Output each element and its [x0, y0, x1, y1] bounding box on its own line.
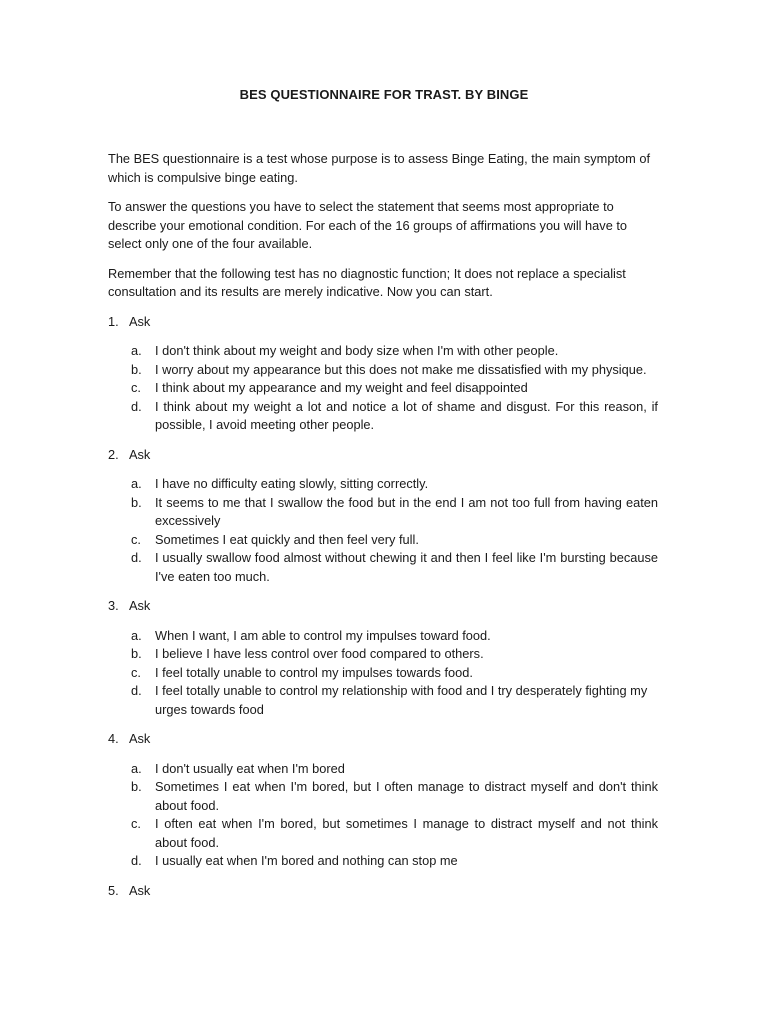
option-text: I often eat when I'm bored, but sometimes I manage to distract myself and not think about food. — [155, 816, 658, 850]
question — [108, 313, 658, 435]
option-text: Sometimes I eat when I'm bored, but I often manage to distract myself and don't think about food. — [155, 779, 658, 813]
option-item — [131, 494, 658, 531]
option-letter: d. — [131, 550, 142, 565]
question-heading — [108, 597, 658, 616]
question — [108, 730, 658, 871]
question-label: Ask — [129, 313, 151, 329]
option-letter: d. — [131, 853, 142, 868]
option-text: I believe I have less control over food compared to others. — [155, 646, 484, 661]
question-number: 4. — [108, 731, 119, 746]
option-text: I don't usually eat when I'm bored — [155, 760, 345, 776]
option-item — [131, 627, 658, 646]
option-text: I think about my appearance and my weight and feel disappointed — [155, 380, 528, 395]
option-letter: b. — [131, 646, 142, 661]
option-item — [131, 531, 658, 550]
option-item — [131, 475, 658, 494]
document-title: BES QUESTIONNAIRE FOR TRAST. BY BINGE — [239, 87, 529, 102]
question-label: Ask — [129, 598, 151, 613]
option-text: I think about my weight a lot and notice a lot of shame and disgust. For this reason, if possible, I avoid meeting other people. — [155, 398, 658, 432]
option-item — [131, 645, 658, 664]
option-letter: c. — [131, 664, 141, 680]
option-letter: a. — [131, 476, 142, 491]
option-item — [131, 361, 658, 380]
option-text: I have no difficulty eating slowly, sitting correctly. — [155, 476, 429, 491]
option-item — [131, 760, 658, 779]
option-item — [131, 682, 658, 719]
option-letter: b. — [131, 779, 142, 794]
option-letter: d. — [131, 398, 142, 414]
option-letter: c. — [131, 380, 141, 395]
option-text: I feel totally unable to control my impulses towards food. — [155, 664, 473, 680]
option-item — [131, 379, 658, 398]
option-letter: a. — [131, 627, 142, 643]
option-item — [131, 664, 658, 683]
question-number: 1. — [108, 313, 119, 329]
question-heading — [108, 730, 658, 749]
question-number: 5. — [108, 882, 119, 898]
question-number: 2. — [108, 446, 119, 462]
option-item — [131, 852, 658, 871]
option-text: I don't think about my weight and body size when I'm with other people. — [155, 343, 559, 358]
option-text: I feel totally unable to control my relationship with food and I try desperately fighting my urges towards food — [155, 683, 648, 717]
option-text: When I want, I am able to control my impulses toward food. — [155, 627, 491, 643]
option-letter: a. — [131, 343, 142, 358]
option-letter: d. — [131, 683, 142, 698]
option-item — [131, 815, 658, 852]
question-label: Ask — [129, 446, 151, 462]
option-list — [108, 760, 658, 871]
document-body — [108, 150, 658, 911]
option-list — [108, 627, 658, 720]
option-letter: c. — [131, 816, 141, 831]
option-letter: c. — [131, 531, 141, 547]
intro-paragraph: To answer the questions you have to select the statement that seems most appropriate to describe your emotional condition. For each of the 16 groups of affirmations you will have to select only one of the four available. — [108, 199, 628, 251]
option-list — [108, 342, 658, 435]
option-item — [131, 342, 658, 361]
question — [108, 597, 658, 719]
option-text: I usually eat when I'm bored and nothing can stop me — [155, 853, 458, 868]
option-text: It seems to me that I swallow the food but in the end I am not too full from having eaten excessively — [155, 494, 658, 528]
intro-paragraph: The BES questionnaire is a test whose purpose is to assess Binge Eating, the main symptom of which is compulsive binge eating. — [108, 151, 651, 185]
option-list — [108, 475, 658, 586]
question-heading — [108, 882, 658, 901]
question-heading — [108, 446, 658, 465]
option-item — [131, 398, 658, 435]
intro-paragraph: Remember that the following test has no diagnostic function; It does not replace a specialist consultation and its results are merely indicative. Now you can start. — [108, 265, 626, 299]
option-text: Sometimes I eat quickly and then feel very full. — [155, 531, 419, 547]
option-item — [131, 778, 658, 815]
question-label: Ask — [129, 882, 151, 898]
option-item — [131, 549, 658, 586]
question-number: 3. — [108, 598, 119, 613]
option-letter: b. — [131, 361, 142, 377]
question — [108, 446, 658, 587]
option-letter: a. — [131, 760, 142, 776]
option-text: I worry about my appearance but this does not make me dissatisfied with my physique. — [155, 361, 647, 377]
option-text: I usually swallow food almost without chewing it and then I feel like I'm bursting because I've eaten too much. — [155, 550, 658, 584]
option-letter: b. — [131, 494, 142, 510]
question — [108, 882, 658, 901]
question-label: Ask — [129, 731, 151, 746]
question-heading — [108, 313, 658, 332]
